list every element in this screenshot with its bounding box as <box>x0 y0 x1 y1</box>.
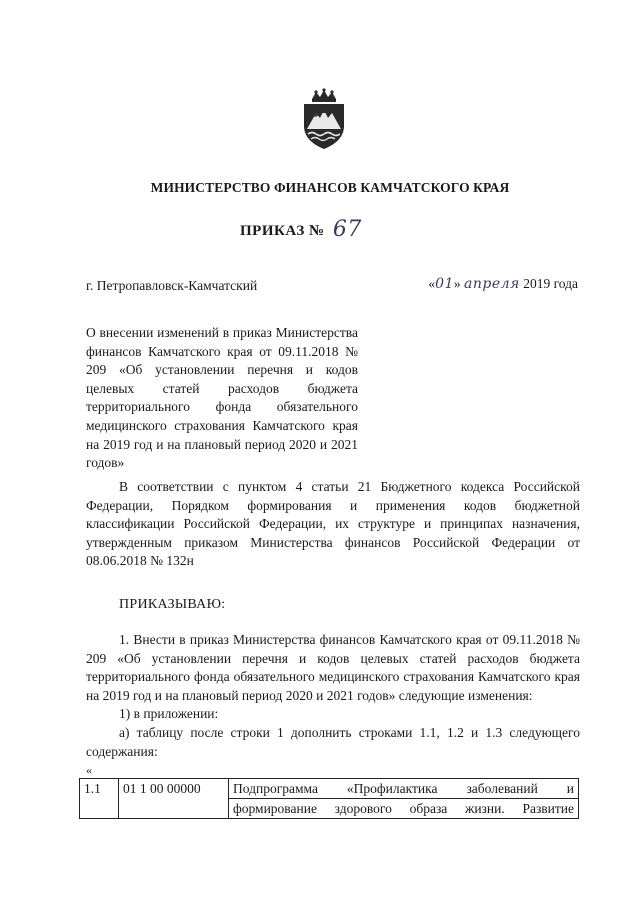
item-1-1-a: а) таблицу после строки 1 дополнить строками 1.1, 1.2 и 1.3 следующего содержания: <box>86 724 580 759</box>
date-day: 01 <box>435 276 454 292</box>
order-date <box>428 276 578 292</box>
order-subject: О внесении изменений в приказ Министерства финансов Камчатского края от 09.11.2018 № 209 «Об установлении перечня и кодов целевых статей расходов бюджета территориального фонда обязательного медицинского страхования Камчатского края на 2019 год и на плановый период 2020 и 2021 годов» <box>86 325 358 471</box>
kamchatka-coat-of-arms-icon <box>298 88 350 150</box>
ministry-name: МИНИСТЕРСТВО ФИНАНСОВ КАМЧАТСКОГО КРАЯ <box>150 180 510 195</box>
row-name-line-2: формирование здорового образа жизни. Развитие <box>229 799 579 819</box>
item-1: 1. Внести в приказ Министерства финансов Камчатского края от 09.11.2018 № 209 «Об установлении перечня и кодов целевых статей расходов бюджета территориального фонда обязательного медицинского страхования Камчатского края на 2019 год и на плановый период 2020 и 2021 годов» следующие изменения: <box>86 632 580 703</box>
table-open-quote: « <box>86 763 92 777</box>
city: г. Петропавловск-Камчатский <box>86 278 258 293</box>
date-quote-open: « <box>428 276 436 291</box>
order-number: 67 <box>332 217 362 242</box>
order-label: ПРИКАЗ № <box>240 223 325 239</box>
decree-heading: ПРИКАЗЫВАЮ: <box>119 597 226 612</box>
item-1-1: 1) в приложении: <box>119 706 219 722</box>
order-items <box>86 631 580 761</box>
budget-codes-table <box>79 778 579 819</box>
table-row <box>80 779 579 799</box>
preamble-paragraph: В соответствии с пунктом 4 статьи 21 Бюджетного кодекса Российской Федерации, Порядком формирования и применения кодов бюджетной классификации Российской Федерации, их структуре и принципах назначения, утвержденным приказом Министерства финансов Российской Федерации от 08.06.2018 № 132н <box>86 479 580 569</box>
row-number: 1.1 <box>80 779 119 819</box>
date-month: апреля <box>464 276 520 292</box>
row-name-line-1: Подпрограмма «Профилактика заболеваний и <box>229 779 579 799</box>
date-year: 2019 года <box>523 276 578 291</box>
date-quote-close: » <box>453 276 461 291</box>
row-code: 01 1 00 00000 <box>119 779 229 819</box>
order-title <box>240 216 362 241</box>
